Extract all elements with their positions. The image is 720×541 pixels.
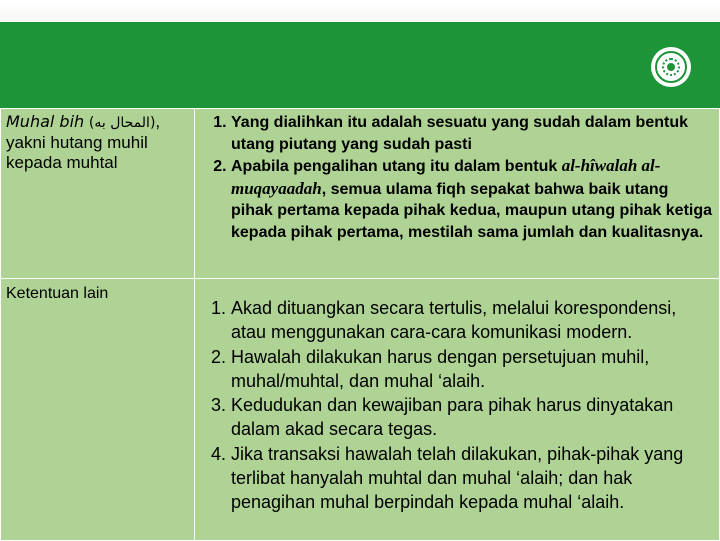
table-row-ketentuan-lain (1, 279, 720, 541)
list-item (231, 155, 713, 243)
muhal-bih-italic: Muhal bih (6, 112, 85, 131)
list-item: 4. Jika transaksi hawalah telah dilakukan, pihak-pihak yang terlibat hanyalah muhtal dan muhal ‘alaih; dan hak penagihan muhal berpindah kepada muhal ‘alaih. (231, 442, 713, 515)
ketentuan-lain-label: Ketentuan lain (6, 285, 109, 302)
list-item (231, 112, 713, 155)
content-table (0, 108, 720, 541)
list-item-text: , semua ulama fiqh sepakat bahwa baik utang pihak pertama kepada pihak kedua, maupun utang pihak ketiga kepada pihak pertama, mestilah sama jumlah dan kualitasnya. (231, 180, 713, 241)
list-item: 2. Hawalah dilakukan harus dengan persetujuan muhil, muhal/muhtal, dan muhal ‘alaih. (231, 345, 713, 394)
muhal-bih-arabic: (المحال به) (88, 115, 156, 131)
label-cell (1, 279, 195, 541)
content-cell (195, 109, 720, 279)
top-strip (0, 0, 720, 22)
label-cell (1, 109, 195, 279)
list-item-text: Yang dialihkan itu adalah sesuatu yang sudah dalam bentuk utang piutang yang sudah pasti (231, 114, 688, 153)
table-row-muhal-bih (1, 109, 720, 279)
list-item-text: Apabila pengalihan utang itu dalam bentuk (231, 158, 562, 175)
muhal-bih-label (1, 109, 194, 173)
list-item: 3. Kedudukan dan kewajiban para pihak harus dinyatakan dalam akad secara tegas. (231, 393, 713, 442)
seal-core (667, 63, 675, 71)
list-item-italic-term: al-hîwalah al- muqayaadah (231, 156, 661, 198)
university-seal-icon (651, 47, 691, 87)
header-band (0, 22, 720, 108)
muhal-bih-rest: , yakni hutang muhil kepada muhtal (6, 112, 161, 172)
list-item: 1. Akad dituangkan secara tertulis, melalui korespondensi, atau menggunakan cara-cara komunikasi modern. (231, 296, 713, 345)
content-cell (195, 279, 720, 541)
muhal-bih-list (195, 112, 719, 243)
ketentuan-lain-list (195, 296, 719, 515)
